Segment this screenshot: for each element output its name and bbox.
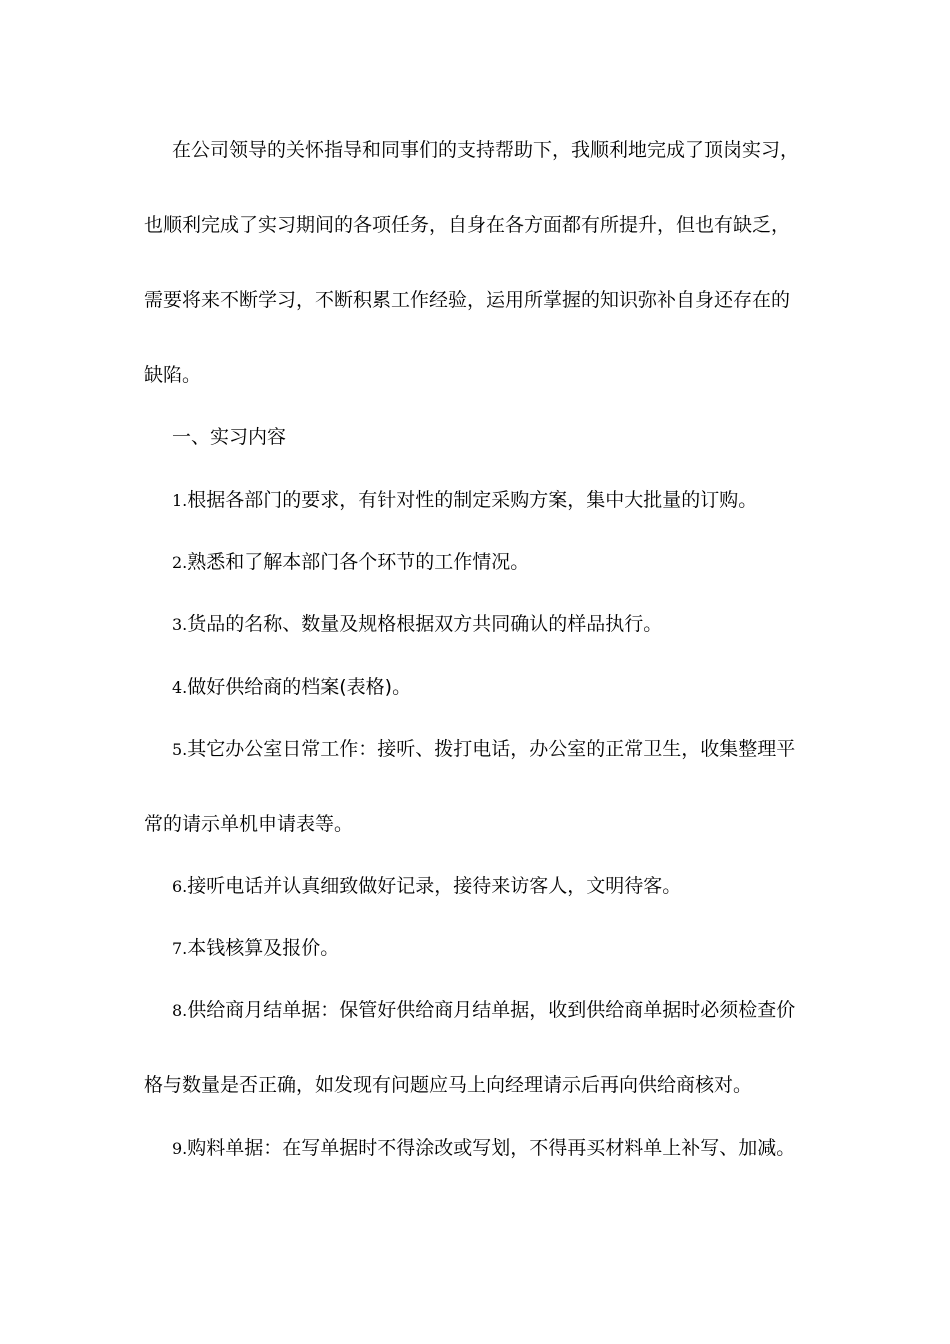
list-item-3 — [172, 612, 852, 637]
list-item-5 — [172, 737, 852, 762]
list-item-8 — [172, 998, 852, 1023]
intro-line-2: 也顺利完成了实习期间的各项任务，自身在各方面都有所提升，但也有缺乏， — [144, 214, 791, 236]
list-item-7 — [172, 936, 852, 961]
list-item-6 — [172, 874, 852, 899]
item-number: 4. — [172, 678, 188, 697]
list-item-8-continuation: 格与数量是否正确，如发现有问题应马上向经理请示后再向供给商核对。 — [144, 1074, 753, 1096]
list-item-9 — [172, 1136, 852, 1161]
item-number: 2. — [172, 553, 188, 572]
intro-line-4: 缺陷。 — [144, 364, 202, 386]
item-number: 6. — [172, 877, 188, 896]
list-item-5-continuation: 常的请示单机申请表等。 — [144, 813, 354, 835]
item-text: 做好供给商的档案(表格)。 — [187, 676, 412, 698]
item-number: 3. — [172, 615, 188, 634]
item-text: 其它办公室日常工作：接听、拨打电话，办公室的正常卫生，收集整理平 — [187, 738, 796, 760]
item-number: 1. — [172, 491, 188, 510]
list-item-4 — [172, 675, 852, 700]
list-item-1 — [172, 488, 852, 513]
intro-line-3: 需要将来不断学习，不断积累工作经验，运用所掌握的知识弥补自身还存在的 — [144, 289, 791, 311]
item-number: 8. — [172, 1001, 188, 1020]
item-text: 购料单据：在写单据时不得涂改或写划，不得再买材料单上补写、加减。 — [187, 1137, 796, 1159]
item-text: 货品的名称、数量及规格根据双方共同确认的样品执行。 — [187, 613, 663, 635]
item-text: 熟悉和了解本部门各个环节的工作情况。 — [187, 551, 530, 573]
item-number: 7. — [172, 939, 188, 958]
item-text: 本钱核算及报价。 — [187, 937, 340, 959]
item-number: 5. — [172, 740, 188, 759]
section-title: 一、实习内容 — [172, 426, 287, 448]
item-text: 接听电话并认真细致做好记录，接待来访客人，文明待客。 — [187, 875, 682, 897]
item-number: 9. — [172, 1139, 188, 1158]
intro-line-1: 在公司领导的关怀指导和同事们的支持帮助下，我顺利地完成了顶岗实习， — [172, 139, 800, 161]
list-item-2 — [172, 550, 852, 575]
item-text: 根据各部门的要求，有针对性的制定采购方案，集中大批量的订购。 — [187, 489, 758, 511]
item-text: 供给商月结单据：保管好供给商月结单据，收到供给商单据时必须检查价 — [187, 999, 796, 1021]
